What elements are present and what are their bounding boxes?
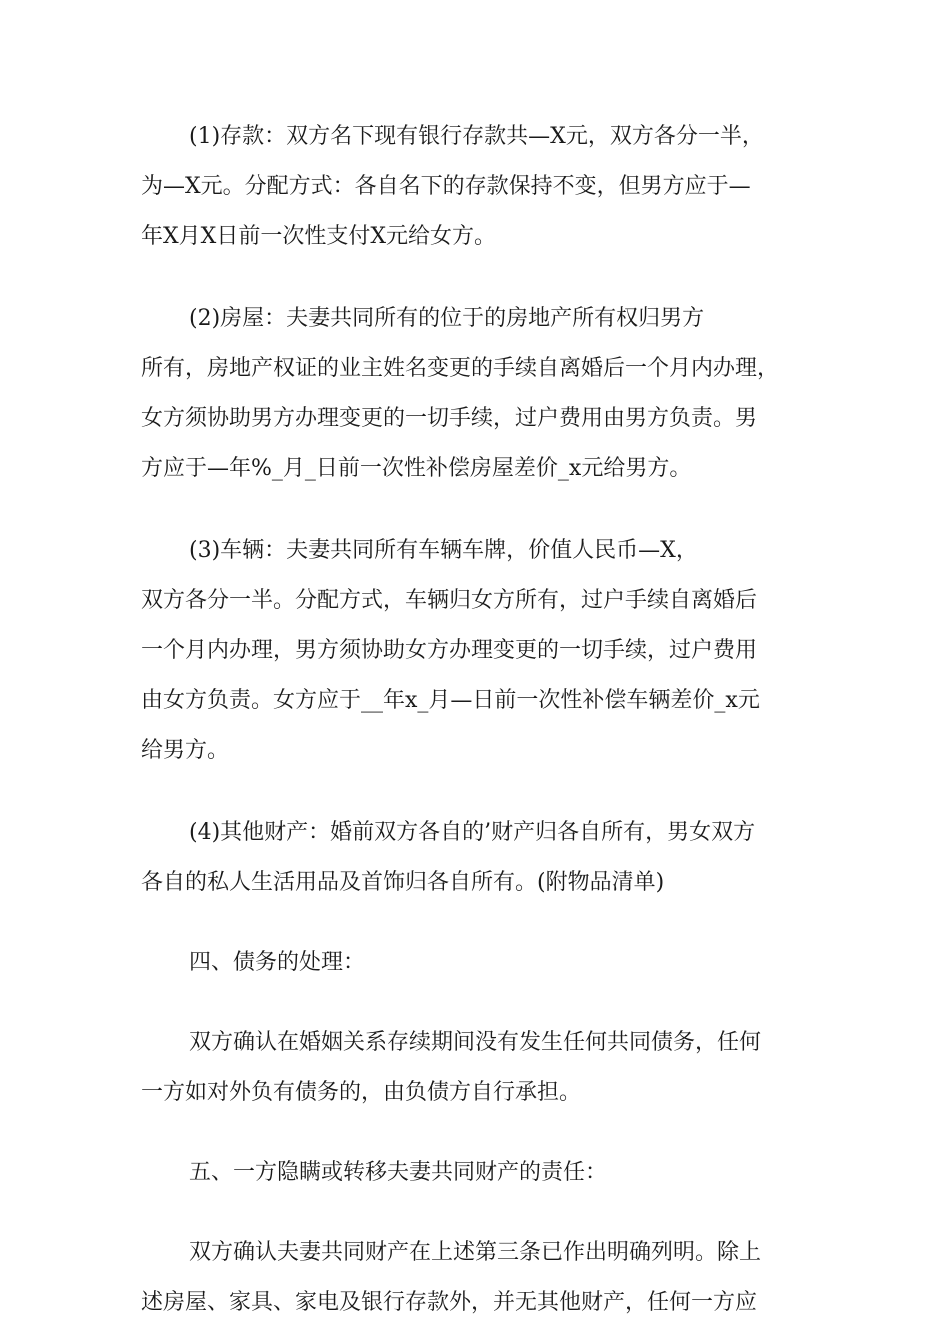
paragraph-other-property [141, 808, 811, 908]
text-line: 双方确认在婚姻关系存续期间没有发生任何共同债务，任何 [189, 1030, 762, 1055]
paragraph-gap [141, 262, 811, 294]
text-line: 年X月X日前一次性支付X元给女方。 [141, 224, 496, 249]
document-body [141, 112, 811, 1328]
paragraph-gap [141, 1198, 811, 1228]
text-line: 方应于—年%_月_日前一次性补偿房屋差价_x元给男方。 [141, 456, 692, 481]
section-heading-text: 五、一方隐瞒或转移夫妻共同财产的责任： [189, 1160, 608, 1185]
paragraph-debts [141, 1018, 811, 1118]
text-line: 为—X元。分配方式：各自名下的存款保持不变，但男方应于— [141, 174, 751, 199]
paragraph-gap [141, 776, 811, 808]
text-line: (2)房屋：夫妻共同所有的位于的房地产所有权归男方 [189, 306, 705, 331]
text-line: 所有，房地产权证的业主姓名变更的手续自离婚后一个月内办理， [141, 356, 780, 381]
text-line: 一方如对外负有债务的，由负债方自行承担。 [141, 1080, 582, 1105]
paragraph-gap [141, 494, 811, 526]
text-line: 女方须协助男方办理变更的一切手续，过户费用由男方负责。男 [141, 406, 758, 431]
text-line: 由女方负责。女方应于__年x_月—日前一次性补偿车辆差价_x元 [141, 688, 760, 713]
section-heading-concealment [141, 1148, 811, 1198]
text-line: (3)车辆：夫妻共同所有车辆车牌，价值人民币—X， [189, 538, 698, 563]
text-line: (4)其他财产：婚前双方各自的’财产归各自所有，男女双方 [189, 820, 756, 845]
paragraph-concealment [141, 1228, 811, 1328]
paragraph-gap [141, 988, 811, 1018]
text-line: 各自的私人生活用品及首饰归各自所有。(附物品清单) [141, 870, 665, 895]
section-heading-text: 四、债务的处理： [189, 950, 366, 975]
section-heading-debts [141, 938, 811, 988]
paragraph-house [141, 294, 811, 494]
paragraph-deposits [141, 112, 811, 262]
text-line: 一个月内办理，男方须协助女方办理变更的一切手续，过户费用 [141, 638, 758, 663]
paragraph-gap [141, 1118, 811, 1148]
text-line: 述房屋、家具、家电及银行存款外，并无其他财产，任何一方应 [141, 1290, 758, 1315]
text-line: 双方确认夫妻共同财产在上述第三条已作出明确列明。除上 [189, 1240, 762, 1265]
text-line: 给男方。 [141, 738, 230, 763]
text-line: (1)存款：双方名下现有银行存款共—X元，双方各分一半， [189, 124, 764, 149]
text-line: 双方各分一半。分配方式，车辆归女方所有，过户手续自离婚后 [141, 588, 758, 613]
paragraph-gap [141, 908, 811, 938]
paragraph-vehicles [141, 526, 811, 776]
